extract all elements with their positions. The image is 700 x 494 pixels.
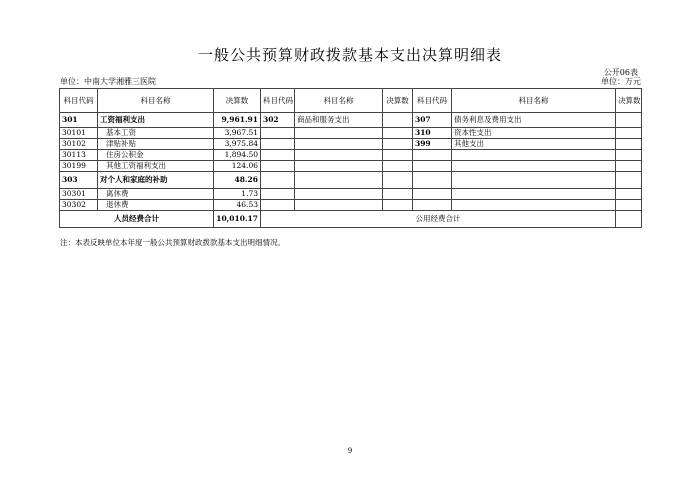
row-name: 退休费 [98,200,214,211]
row-code: 399 [413,139,452,150]
row-name [295,200,383,211]
row-amount [383,200,413,211]
totals-row [60,211,642,228]
row-name [295,172,383,189]
row-code [413,150,452,161]
row-name: 工资福利支出 [98,113,214,128]
header-code-2: 科目代码 [261,89,295,113]
row-amount [616,172,642,189]
row-name [295,161,383,172]
row-amount [383,139,413,150]
row-name: 离休费 [98,189,214,200]
row-code: 30302 [60,200,98,211]
row-code [261,128,295,139]
row-code: 307 [413,113,452,128]
row-code [413,200,452,211]
table-row [60,113,642,128]
row-name: 基本工资 [98,128,214,139]
row-name [452,161,616,172]
currency-unit-label: 单位：万元 [601,77,641,86]
table-row [60,139,642,150]
row-code [261,189,295,200]
page-number: 9 [347,447,353,455]
header-amount-1: 决算数 [214,89,261,113]
table-row [60,200,642,211]
row-name: 津贴补贴 [98,139,214,150]
row-name [452,172,616,189]
row-amount: 9,961.91 [214,113,261,128]
row-code: 30301 [60,189,98,200]
row-amount: 46.53 [214,200,261,211]
table-row [60,128,642,139]
row-code [261,139,295,150]
row-amount [383,113,413,128]
table-row [60,189,642,200]
row-code: 30113 [60,150,98,161]
row-code [413,189,452,200]
row-amount: 3,967.51 [214,128,261,139]
row-code [261,200,295,211]
form-number: 公开06表 [603,68,638,77]
organization-label: 单位：中南大学湘雅三医院 [60,77,156,86]
table-footnote: 注：本表反映单位本年度一般公共预算财政拨款基本支出明细情况。 [60,238,285,247]
header-amount-3: 决算数 [616,89,642,113]
row-name [295,139,383,150]
row-name [295,128,383,139]
row-amount [383,128,413,139]
row-amount [616,161,642,172]
row-name: 资本性支出 [452,128,616,139]
table-row [60,161,642,172]
row-code: 303 [60,172,98,189]
row-amount [383,161,413,172]
row-code [261,161,295,172]
row-amount [383,172,413,189]
row-amount: 124.06 [214,161,261,172]
row-amount [616,150,642,161]
row-amount [383,189,413,200]
table-row [60,150,642,161]
header-code-3: 科目代码 [413,89,452,113]
row-amount: 1.73 [214,189,261,200]
header-name-3: 科目名称 [452,89,616,113]
row-name: 其他支出 [452,139,616,150]
row-code: 30199 [60,161,98,172]
row-name [295,189,383,200]
row-amount [616,200,642,211]
row-code: 310 [413,128,452,139]
row-name: 商品和服务支出 [295,113,383,128]
row-code [413,161,452,172]
unit-row [60,76,641,87]
personnel-total-value: 10,010.17 [214,211,261,228]
row-name [452,150,616,161]
row-name: 债务利息及费用支出 [452,113,616,128]
public-total-label: 公用经费合计 [261,211,616,228]
row-code [261,172,295,189]
row-name: 其他工资福利支出 [98,161,214,172]
header-name-2: 科目名称 [295,89,383,113]
row-code: 301 [60,113,98,128]
row-code: 302 [261,113,295,128]
row-code [413,172,452,189]
row-amount [383,150,413,161]
expenditure-detail-table [59,88,642,228]
row-amount: 48.26 [214,172,261,189]
table-header-row [60,89,642,113]
row-name [295,150,383,161]
public-total-value [616,211,642,228]
row-amount: 3,975.84 [214,139,261,150]
header-amount-2: 决算数 [383,89,413,113]
row-name [452,189,616,200]
page-title: 一般公共预算财政拨款基本支出决算明细表 [197,46,502,64]
row-amount [616,189,642,200]
row-amount [616,113,642,128]
header-name-1: 科目名称 [98,89,214,113]
row-amount [616,139,642,150]
row-code [261,150,295,161]
personnel-total-label: 人员经费合计 [60,211,214,228]
header-code-1: 科目代码 [60,89,98,113]
row-name: 对个人和家庭的补助 [98,172,214,189]
row-name: 住房公积金 [98,150,214,161]
table-row [60,172,642,189]
row-code: 30101 [60,128,98,139]
row-name [452,200,616,211]
row-amount: 1,894.50 [214,150,261,161]
row-amount [616,128,642,139]
row-code: 30102 [60,139,98,150]
